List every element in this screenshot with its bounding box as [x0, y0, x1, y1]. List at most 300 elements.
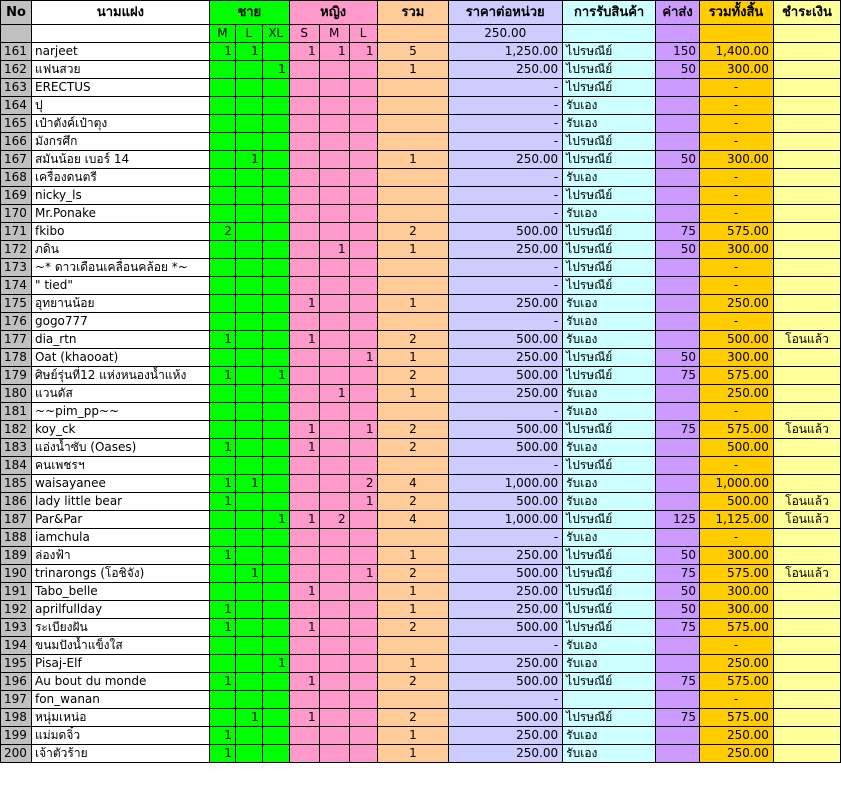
cell-female-l[interactable]: [349, 619, 377, 637]
cell-male-m[interactable]: 1: [209, 475, 235, 493]
cell-total[interactable]: -: [700, 277, 774, 295]
cell-male-l[interactable]: [235, 421, 262, 439]
cell-shipping[interactable]: 75: [656, 421, 700, 439]
cell-male-l[interactable]: [235, 295, 262, 313]
cell-no[interactable]: 188: [1, 529, 32, 547]
cell-male-l[interactable]: [235, 259, 262, 277]
cell-price[interactable]: 500.00: [449, 619, 563, 637]
cell-female-l[interactable]: [349, 133, 377, 151]
cell-female-l[interactable]: [349, 529, 377, 547]
cell-sum[interactable]: 1: [377, 547, 449, 565]
cell-female-s[interactable]: [289, 457, 319, 475]
cell-female-m[interactable]: [319, 727, 349, 745]
cell-male-xl[interactable]: [262, 151, 289, 169]
cell-male-m[interactable]: [209, 511, 235, 529]
cell-no[interactable]: 162: [1, 61, 32, 79]
cell-female-m[interactable]: [319, 565, 349, 583]
cell-price[interactable]: 250.00: [449, 241, 563, 259]
cell-total[interactable]: 500.00: [700, 493, 774, 511]
cell-total[interactable]: 300.00: [700, 601, 774, 619]
cell-female-s[interactable]: [289, 205, 319, 223]
cell-payment[interactable]: [773, 727, 840, 745]
cell-sum[interactable]: 2: [377, 673, 449, 691]
cell-female-s[interactable]: [289, 187, 319, 205]
cell-delivery[interactable]: ไปรษณีย์: [563, 133, 656, 151]
subheader-male-xl[interactable]: XL: [262, 25, 289, 43]
cell-male-m[interactable]: 1: [209, 601, 235, 619]
cell-female-l[interactable]: [349, 709, 377, 727]
cell-male-xl[interactable]: [262, 133, 289, 151]
cell-male-l[interactable]: [235, 583, 262, 601]
cell-price[interactable]: -: [449, 79, 563, 97]
cell-male-xl[interactable]: [262, 259, 289, 277]
cell-no[interactable]: 174: [1, 277, 32, 295]
cell-name[interactable]: gogo777: [31, 313, 209, 331]
cell-delivery[interactable]: รับเอง: [563, 97, 656, 115]
cell-shipping[interactable]: [656, 295, 700, 313]
cell-name[interactable]: ล่องฟ้า: [31, 547, 209, 565]
cell-total[interactable]: 300.00: [700, 241, 774, 259]
cell-name[interactable]: คนเพชรฯ: [31, 457, 209, 475]
cell-female-m[interactable]: [319, 637, 349, 655]
cell-no[interactable]: 179: [1, 367, 32, 385]
cell-shipping[interactable]: [656, 331, 700, 349]
cell-female-m[interactable]: [319, 403, 349, 421]
cell-name[interactable]: nicky_ls: [31, 187, 209, 205]
cell-female-m[interactable]: 1: [319, 241, 349, 259]
cell-male-xl[interactable]: [262, 475, 289, 493]
cell-total[interactable]: -: [700, 457, 774, 475]
cell-shipping[interactable]: 75: [656, 367, 700, 385]
subheader-female-s[interactable]: S: [289, 25, 319, 43]
cell-payment[interactable]: [773, 655, 840, 673]
cell-female-s[interactable]: [289, 115, 319, 133]
cell-male-m[interactable]: [209, 133, 235, 151]
cell-shipping[interactable]: [656, 97, 700, 115]
cell-male-l[interactable]: [235, 727, 262, 745]
cell-sum[interactable]: 1: [377, 583, 449, 601]
cell-total[interactable]: -: [700, 529, 774, 547]
cell-sum[interactable]: 1: [377, 745, 449, 763]
cell-shipping[interactable]: [656, 655, 700, 673]
cell-female-m[interactable]: [319, 151, 349, 169]
cell-sum[interactable]: 1: [377, 601, 449, 619]
cell-no[interactable]: 161: [1, 43, 32, 61]
cell-male-m[interactable]: [209, 169, 235, 187]
header-total[interactable]: รวมทั้งสิ้น: [700, 1, 774, 25]
cell-male-xl[interactable]: [262, 97, 289, 115]
cell-female-s[interactable]: [289, 79, 319, 97]
cell-male-l[interactable]: [235, 619, 262, 637]
cell-male-xl[interactable]: [262, 547, 289, 565]
cell-no[interactable]: 168: [1, 169, 32, 187]
cell-name[interactable]: Par&Par: [31, 511, 209, 529]
cell-price[interactable]: 250.00: [449, 349, 563, 367]
cell-male-m[interactable]: [209, 61, 235, 79]
cell-female-l[interactable]: [349, 547, 377, 565]
cell-shipping[interactable]: [656, 115, 700, 133]
cell-shipping[interactable]: [656, 493, 700, 511]
cell-name[interactable]: เป๋าตังค์เป๋าตุง: [31, 115, 209, 133]
cell-shipping[interactable]: [656, 727, 700, 745]
cell-male-l[interactable]: [235, 349, 262, 367]
cell-female-m[interactable]: [319, 619, 349, 637]
cell-price[interactable]: 1,250.00: [449, 43, 563, 61]
cell-no[interactable]: 165: [1, 115, 32, 133]
cell-shipping[interactable]: [656, 79, 700, 97]
cell-no[interactable]: 195: [1, 655, 32, 673]
cell-male-m[interactable]: [209, 259, 235, 277]
cell-no[interactable]: 164: [1, 97, 32, 115]
cell-no[interactable]: 177: [1, 331, 32, 349]
cell-delivery[interactable]: ไปรษณีย์: [563, 709, 656, 727]
cell-female-m[interactable]: [319, 331, 349, 349]
cell-sum[interactable]: 5: [377, 43, 449, 61]
cell-female-l[interactable]: [349, 61, 377, 79]
subheader-sum-blank[interactable]: [377, 25, 449, 43]
cell-payment[interactable]: [773, 115, 840, 133]
header-delivery[interactable]: การรับสินค้า: [563, 1, 656, 25]
cell-no[interactable]: 200: [1, 745, 32, 763]
cell-male-m[interactable]: [209, 565, 235, 583]
cell-male-m[interactable]: [209, 655, 235, 673]
cell-delivery[interactable]: รับเอง: [563, 745, 656, 763]
cell-shipping[interactable]: [656, 169, 700, 187]
cell-male-xl[interactable]: [262, 709, 289, 727]
cell-shipping[interactable]: 50: [656, 241, 700, 259]
cell-shipping[interactable]: [656, 133, 700, 151]
header-female[interactable]: หญิง: [289, 1, 377, 25]
cell-female-l[interactable]: [349, 691, 377, 709]
cell-shipping[interactable]: [656, 403, 700, 421]
cell-female-m[interactable]: [319, 421, 349, 439]
cell-female-s[interactable]: [289, 565, 319, 583]
cell-sum[interactable]: 2: [377, 493, 449, 511]
cell-no[interactable]: 197: [1, 691, 32, 709]
cell-payment[interactable]: [773, 241, 840, 259]
cell-female-m[interactable]: 1: [319, 43, 349, 61]
cell-price[interactable]: 500.00: [449, 565, 563, 583]
cell-price[interactable]: -: [449, 205, 563, 223]
cell-payment[interactable]: [773, 169, 840, 187]
cell-payment[interactable]: [773, 79, 840, 97]
cell-delivery[interactable]: ไปรษณีย์: [563, 61, 656, 79]
cell-payment[interactable]: [773, 709, 840, 727]
cell-name[interactable]: ~* ดาวเดือนเคลื่อนคล้อย *~: [31, 259, 209, 277]
cell-male-m[interactable]: 1: [209, 619, 235, 637]
cell-price[interactable]: 250.00: [449, 385, 563, 403]
cell-total[interactable]: 1,000.00: [700, 475, 774, 493]
cell-male-m[interactable]: [209, 277, 235, 295]
cell-female-m[interactable]: [319, 187, 349, 205]
cell-shipping[interactable]: [656, 259, 700, 277]
cell-no[interactable]: 184: [1, 457, 32, 475]
cell-female-l[interactable]: [349, 439, 377, 457]
cell-shipping[interactable]: 50: [656, 151, 700, 169]
cell-total[interactable]: -: [700, 79, 774, 97]
cell-male-xl[interactable]: 1: [262, 511, 289, 529]
cell-sum[interactable]: 1: [377, 61, 449, 79]
cell-payment[interactable]: [773, 367, 840, 385]
cell-shipping[interactable]: 125: [656, 511, 700, 529]
cell-sum[interactable]: [377, 169, 449, 187]
cell-name[interactable]: เครื่องดนตรี: [31, 169, 209, 187]
cell-male-xl[interactable]: [262, 187, 289, 205]
cell-price[interactable]: 250.00: [449, 745, 563, 763]
cell-price[interactable]: 250.00: [449, 727, 563, 745]
cell-male-xl[interactable]: [262, 673, 289, 691]
cell-female-l[interactable]: [349, 241, 377, 259]
cell-payment[interactable]: [773, 601, 840, 619]
cell-male-m[interactable]: [209, 97, 235, 115]
cell-shipping[interactable]: 150: [656, 43, 700, 61]
cell-delivery[interactable]: ไปรษณีย์: [563, 583, 656, 601]
cell-female-l[interactable]: 1: [349, 565, 377, 583]
cell-female-s[interactable]: 1: [289, 43, 319, 61]
cell-delivery[interactable]: ไปรษณีย์: [563, 565, 656, 583]
subheader-male-m[interactable]: M: [209, 25, 235, 43]
cell-female-l[interactable]: [349, 583, 377, 601]
cell-male-xl[interactable]: [262, 349, 289, 367]
cell-price[interactable]: 500.00: [449, 493, 563, 511]
cell-male-m[interactable]: 1: [209, 745, 235, 763]
cell-delivery[interactable]: [563, 691, 656, 709]
cell-delivery[interactable]: รับเอง: [563, 475, 656, 493]
cell-male-m[interactable]: [209, 691, 235, 709]
cell-female-s[interactable]: [289, 223, 319, 241]
cell-delivery[interactable]: ไปรษณีย์: [563, 259, 656, 277]
cell-female-s[interactable]: [289, 169, 319, 187]
cell-sum[interactable]: 1: [377, 295, 449, 313]
cell-name[interactable]: dia_rtn: [31, 331, 209, 349]
cell-total[interactable]: -: [700, 97, 774, 115]
cell-price[interactable]: -: [449, 313, 563, 331]
cell-payment[interactable]: [773, 43, 840, 61]
cell-female-m[interactable]: [319, 691, 349, 709]
cell-name[interactable]: อุทยานน้อย: [31, 295, 209, 313]
cell-male-m[interactable]: [209, 529, 235, 547]
cell-male-xl[interactable]: [262, 637, 289, 655]
cell-male-xl[interactable]: [262, 439, 289, 457]
cell-male-xl[interactable]: [262, 79, 289, 97]
cell-male-m[interactable]: [209, 187, 235, 205]
cell-no[interactable]: 194: [1, 637, 32, 655]
cell-male-l[interactable]: 1: [235, 565, 262, 583]
cell-male-xl[interactable]: 1: [262, 61, 289, 79]
header-shipping[interactable]: ค่าส่ง: [656, 1, 700, 25]
cell-male-xl[interactable]: [262, 691, 289, 709]
cell-female-s[interactable]: 1: [289, 331, 319, 349]
cell-total[interactable]: -: [700, 205, 774, 223]
cell-name[interactable]: Au bout du monde: [31, 673, 209, 691]
cell-male-l[interactable]: [235, 457, 262, 475]
cell-female-l[interactable]: [349, 727, 377, 745]
cell-female-s[interactable]: 1: [289, 421, 319, 439]
cell-delivery[interactable]: ไปรษณีย์: [563, 43, 656, 61]
cell-female-m[interactable]: [319, 439, 349, 457]
cell-female-s[interactable]: [289, 691, 319, 709]
cell-sum[interactable]: 4: [377, 511, 449, 529]
cell-male-m[interactable]: 1: [209, 547, 235, 565]
cell-price[interactable]: 500.00: [449, 367, 563, 385]
cell-delivery[interactable]: รับเอง: [563, 655, 656, 673]
cell-male-l[interactable]: [235, 529, 262, 547]
cell-sum[interactable]: 2: [377, 223, 449, 241]
cell-price[interactable]: -: [449, 187, 563, 205]
cell-payment[interactable]: โอนแล้ว: [773, 331, 840, 349]
cell-female-s[interactable]: [289, 61, 319, 79]
cell-male-xl[interactable]: [262, 457, 289, 475]
cell-sum[interactable]: [377, 637, 449, 655]
cell-female-s[interactable]: 1: [289, 673, 319, 691]
cell-female-m[interactable]: [319, 547, 349, 565]
cell-name[interactable]: fon_wanan: [31, 691, 209, 709]
cell-price[interactable]: 250.00: [449, 61, 563, 79]
cell-no[interactable]: 196: [1, 673, 32, 691]
cell-sum[interactable]: 2: [377, 421, 449, 439]
cell-sum[interactable]: [377, 529, 449, 547]
cell-delivery[interactable]: รับเอง: [563, 313, 656, 331]
cell-female-s[interactable]: [289, 493, 319, 511]
cell-male-m[interactable]: 1: [209, 367, 235, 385]
cell-no[interactable]: 191: [1, 583, 32, 601]
cell-female-s[interactable]: [289, 151, 319, 169]
cell-price[interactable]: -: [449, 115, 563, 133]
cell-female-m[interactable]: [319, 259, 349, 277]
cell-total[interactable]: -: [700, 133, 774, 151]
cell-delivery[interactable]: ไปรษณีย์: [563, 547, 656, 565]
cell-no[interactable]: 173: [1, 259, 32, 277]
cell-sum[interactable]: 1: [377, 349, 449, 367]
cell-female-l[interactable]: [349, 511, 377, 529]
cell-no[interactable]: 190: [1, 565, 32, 583]
cell-payment[interactable]: [773, 295, 840, 313]
cell-no[interactable]: 189: [1, 547, 32, 565]
cell-male-l[interactable]: [235, 655, 262, 673]
cell-female-m[interactable]: 2: [319, 511, 349, 529]
subheader-no-blank[interactable]: [1, 25, 32, 43]
cell-male-m[interactable]: 1: [209, 673, 235, 691]
subheader-female-l[interactable]: L: [349, 25, 377, 43]
cell-payment[interactable]: โอนแล้ว: [773, 421, 840, 439]
cell-female-s[interactable]: 1: [289, 709, 319, 727]
cell-sum[interactable]: 1: [377, 655, 449, 673]
cell-total[interactable]: 300.00: [700, 151, 774, 169]
cell-shipping[interactable]: 50: [656, 61, 700, 79]
cell-shipping[interactable]: [656, 637, 700, 655]
cell-male-m[interactable]: [209, 115, 235, 133]
cell-name[interactable]: Tabo_belle: [31, 583, 209, 601]
cell-no[interactable]: 170: [1, 205, 32, 223]
cell-payment[interactable]: [773, 403, 840, 421]
cell-total[interactable]: -: [700, 187, 774, 205]
cell-delivery[interactable]: รับเอง: [563, 115, 656, 133]
cell-male-xl[interactable]: 1: [262, 367, 289, 385]
cell-payment[interactable]: [773, 439, 840, 457]
cell-shipping[interactable]: [656, 205, 700, 223]
cell-total[interactable]: -: [700, 115, 774, 133]
cell-payment[interactable]: [773, 619, 840, 637]
cell-payment[interactable]: [773, 529, 840, 547]
cell-payment[interactable]: [773, 151, 840, 169]
cell-name[interactable]: มังกรศึก: [31, 133, 209, 151]
cell-payment[interactable]: [773, 745, 840, 763]
cell-payment[interactable]: [773, 349, 840, 367]
cell-female-l[interactable]: 2: [349, 475, 377, 493]
cell-payment[interactable]: [773, 637, 840, 655]
cell-male-l[interactable]: [235, 169, 262, 187]
cell-female-m[interactable]: [319, 367, 349, 385]
cell-delivery[interactable]: ไปรษณีย์: [563, 457, 656, 475]
cell-no[interactable]: 172: [1, 241, 32, 259]
cell-total[interactable]: -: [700, 259, 774, 277]
cell-male-l[interactable]: [235, 79, 262, 97]
cell-total[interactable]: 500.00: [700, 331, 774, 349]
cell-female-s[interactable]: [289, 601, 319, 619]
cell-price[interactable]: -: [449, 97, 563, 115]
cell-price[interactable]: 500.00: [449, 673, 563, 691]
subheader-shipping-blank[interactable]: [656, 25, 700, 43]
cell-male-m[interactable]: [209, 385, 235, 403]
cell-male-l[interactable]: [235, 637, 262, 655]
cell-total[interactable]: -: [700, 637, 774, 655]
cell-female-l[interactable]: [349, 295, 377, 313]
cell-delivery[interactable]: ไปรษณีย์: [563, 79, 656, 97]
cell-female-s[interactable]: [289, 727, 319, 745]
cell-shipping[interactable]: [656, 457, 700, 475]
cell-male-l[interactable]: [235, 223, 262, 241]
cell-male-m[interactable]: [209, 637, 235, 655]
cell-delivery[interactable]: ไปรษณีย์: [563, 421, 656, 439]
cell-female-s[interactable]: [289, 367, 319, 385]
cell-delivery[interactable]: รับเอง: [563, 439, 656, 457]
subheader-male-l[interactable]: L: [235, 25, 262, 43]
cell-delivery[interactable]: ไปรษณีย์: [563, 619, 656, 637]
cell-male-m[interactable]: [209, 457, 235, 475]
cell-male-xl[interactable]: [262, 295, 289, 313]
cell-male-l[interactable]: [235, 205, 262, 223]
cell-female-s[interactable]: [289, 97, 319, 115]
cell-female-l[interactable]: [349, 367, 377, 385]
subheader-total-blank[interactable]: [700, 25, 774, 43]
cell-sum[interactable]: [377, 79, 449, 97]
cell-male-m[interactable]: [209, 421, 235, 439]
cell-price[interactable]: -: [449, 169, 563, 187]
cell-price[interactable]: 500.00: [449, 223, 563, 241]
cell-sum[interactable]: 2: [377, 367, 449, 385]
cell-price[interactable]: -: [449, 529, 563, 547]
cell-shipping[interactable]: [656, 439, 700, 457]
cell-name[interactable]: koy_ck: [31, 421, 209, 439]
cell-delivery[interactable]: รับเอง: [563, 331, 656, 349]
cell-shipping[interactable]: 75: [656, 565, 700, 583]
cell-payment[interactable]: [773, 133, 840, 151]
cell-payment[interactable]: [773, 583, 840, 601]
cell-female-m[interactable]: [319, 313, 349, 331]
cell-female-s[interactable]: [289, 655, 319, 673]
cell-sum[interactable]: [377, 313, 449, 331]
cell-female-s[interactable]: [289, 547, 319, 565]
cell-sum[interactable]: [377, 115, 449, 133]
cell-female-m[interactable]: [319, 295, 349, 313]
cell-sum[interactable]: 2: [377, 331, 449, 349]
cell-male-xl[interactable]: [262, 403, 289, 421]
cell-price[interactable]: 500.00: [449, 331, 563, 349]
cell-name[interactable]: เจ้าตัวร้าย: [31, 745, 209, 763]
cell-delivery[interactable]: รับเอง: [563, 637, 656, 655]
cell-sum[interactable]: [377, 691, 449, 709]
cell-female-m[interactable]: [319, 493, 349, 511]
